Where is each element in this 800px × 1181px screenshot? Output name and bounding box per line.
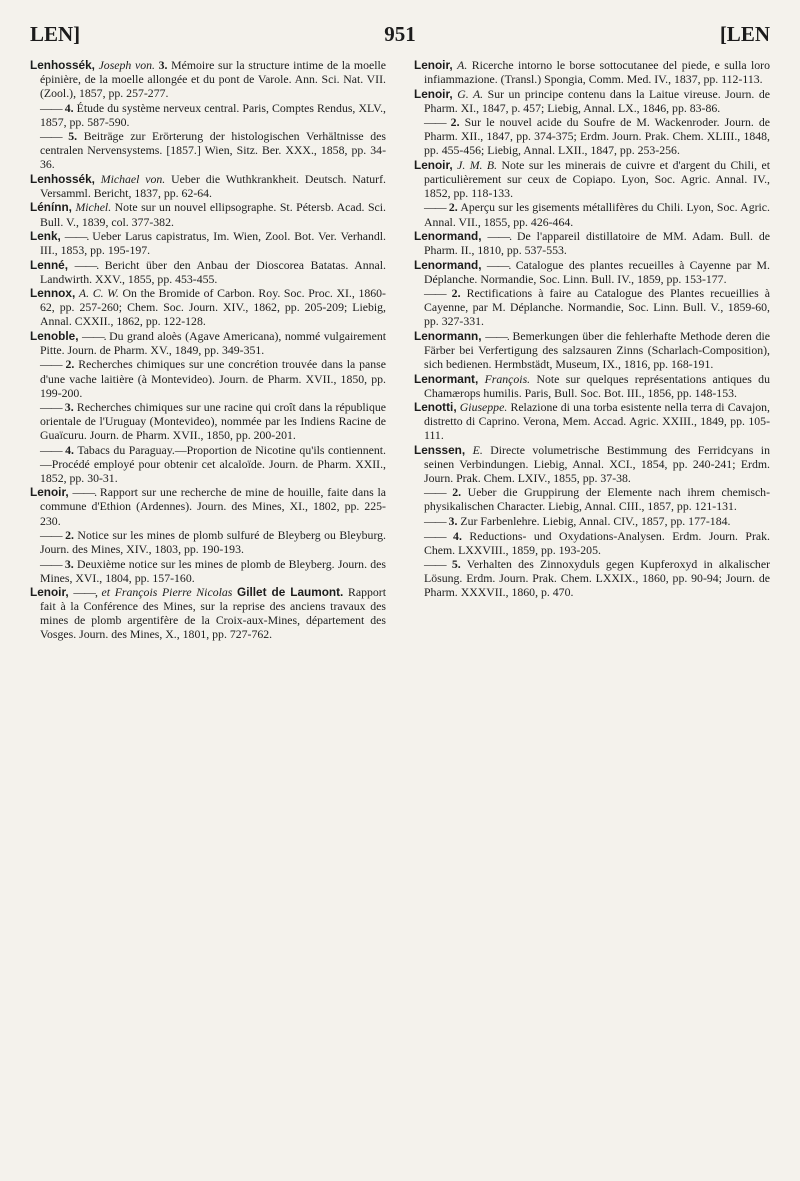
author-name: Lenormand, (414, 257, 482, 272)
entry-number: 2. (65, 357, 75, 372)
author-given-name: G. A. (457, 86, 484, 101)
entry-citation: Rapport sur une recherche de mine de houille, faite dans la commune d'Ethion (Ardennes). Journ. des Mines, XI., 1802, pp. 225-230. (40, 485, 387, 528)
entry-citation: Rectifications à faire au Catalogue des Plantes recueillies à Cayenne, par M. Déplanche. Normandie, Soc. Linn. Bull. V., 1859-60, pp. 327-331. (424, 286, 770, 329)
ditto-dash: ——. (82, 328, 106, 343)
entry-citation: Recherches chimiques sur une racine qui croît dans la république orientale de l'Uruguay (Montevideo), nommée par les Indiens Racine de Guaïcuru. Journ. de Pharm. XVII., 1850, pp. 200-201. (40, 400, 386, 443)
entry-number: 2. (448, 200, 458, 215)
entry-citation: Du grand aloès (Agave Americana), nommé vulgairement Pitte. Journ. de Pharm. XV., 1849, pp. 349-351. (40, 328, 386, 357)
author-given-name: A. C. W. (78, 286, 119, 301)
entry-citation: Note sur les minerais de cuivre et d'argent du Chili, et particulièrement sur ceux de Copiapo. Lyon, Soc. Agric. Annal. IV., 1852, pp. 118-133. (424, 157, 770, 200)
entry-number: 4. (65, 442, 74, 457)
author-name: Lenoble, (30, 328, 79, 343)
entry-number: 4. (64, 100, 74, 115)
bibliography-entry (414, 372, 770, 400)
ditto-dash: —— (40, 357, 62, 372)
ditto-dash: ——. (74, 257, 99, 272)
bibliography-entry (414, 87, 770, 115)
coauthor-name: Gillet de Laumont. (237, 585, 344, 600)
left-column (30, 58, 386, 642)
author-name: Lenormant, (414, 371, 479, 386)
entry-citation: On the Bromide of Carbon. Roy. Soc. Proc. XI., 1860-62, pp. 257-260; Chem. Soc. Journ. XIV., 1862, pp. 205-209; Liebig, Annal. CXXII., 1862, pp. 122-128. (40, 286, 386, 329)
entry-number: 2. (450, 115, 460, 130)
entry-citation: Ueber die Wuthkrankheit. Deutsch. Naturf. Versamml. Bericht, 1837, pp. 62-64. (40, 171, 386, 200)
author-given-name: et François Pierre Nicolas (101, 585, 233, 600)
bibliography-entry (30, 286, 386, 328)
bibliography-entry (414, 443, 770, 485)
bibliography-entry (414, 258, 770, 286)
bibliography-entry (30, 443, 386, 485)
entry-number: 3. (448, 514, 458, 528)
author-name: Lenhossék, (30, 171, 95, 186)
bibliography-entry (414, 158, 770, 200)
entry-citation: Deuxième notice sur les mines de plomb de Bleyberg. Journ. des Mines, XVI., 1804, pp. 157-160. (40, 556, 387, 585)
bibliography-entry (414, 229, 770, 257)
bibliography-entry (414, 485, 770, 513)
bibliography-entry (30, 329, 386, 357)
page-header (30, 22, 770, 52)
entry-citation: Relazione di una torba esistente nella terra di Cavajon, distretto di Caprino. Verona, Mem. Accad. Agric. XXIII., 1849, pp. 105-111. (424, 400, 770, 443)
author-name: Lenoir, (414, 157, 453, 172)
ditto-dash: —— (424, 485, 446, 500)
ditto-dash: —— (40, 556, 62, 571)
author-name: Lennox, (30, 286, 76, 301)
ditto-dash: ——. (486, 257, 511, 272)
author-given-name: Giuseppe. (459, 400, 508, 415)
entry-citation: Reductions- und Oxydations-Analysen. Erdm. Journ. Prak. Chem. LXXVIII., 1859, pp. 193-205. (424, 528, 771, 557)
entry-number: 3. (64, 400, 74, 415)
ditto-dash: —— (40, 442, 62, 457)
ditto-dash: —— (424, 200, 446, 215)
author-name: Lenoir, (30, 585, 69, 600)
entry-citation: Verhalten des Zinnoxyduls gegen Kupferoxyd in alkalischer Lösung. Erdm. Journ. Prak. Chem. LXXIX., 1860, pp. 90-94; Journ. de Pharm. XXXVII., 1860, p. 470. (424, 557, 770, 600)
entry-citation: Rapport fait à la Conférence des Mines, sur la reprise des anciens travaux des mines de plomb argentifère de la Croix-aux-Mines, département des Vosges. Journ. des Mines, X., 1801, pp. 727-762. (40, 585, 386, 642)
author-name: Lenormand, (414, 229, 482, 244)
author-given-name: Joseph von. (98, 58, 155, 72)
ditto-dash: —— (40, 528, 62, 543)
entry-citation: Directe volumetrische Bestimmung des Ferridcyans in seinen Verbindungen. Liebig, Annal. XCI., 1854, pp. 240-241; Erdm. Journ. Prak. Chem. LXIV., 1855, pp. 37-38. (424, 442, 770, 485)
entry-number: 5. (451, 557, 461, 572)
ditto-dash: —— (424, 557, 446, 572)
ditto-dash: ——. (485, 328, 509, 343)
bibliography-entry (30, 528, 386, 556)
author-given-name: François. (484, 371, 531, 386)
ditto-dash: —— (424, 115, 446, 130)
entry-citation: Sur un principe contenu dans la Laitue vireuse. Journ. de Pharm. XI., 1847, p. 457; Liebig, Annal. LX., 1846, pp. 83-86. (424, 86, 770, 115)
bibliography-entry (30, 200, 386, 228)
bibliography-entry (414, 329, 770, 371)
bibliography-entry (30, 101, 386, 129)
entry-number: 3. (64, 556, 74, 571)
author-given-name: Michel. (75, 200, 112, 215)
entry-number: 2. (451, 286, 461, 301)
entry-citation: Note sur quelques représentations antiques du Chamærops humilis. Paris, Bull. Soc. Bot. III., 1856, pp. 148-153. (424, 371, 770, 400)
entry-citation: Mémoire sur la structure intime de la moelle épinière, de la moelle allongée et du pont de Varole. Ann. Sci. Nat. VII. (Zool.), 1857, pp. 257-277. (40, 58, 386, 101)
header-right-guide: [LEN (719, 22, 770, 46)
bibliography-entry (30, 229, 386, 257)
ditto-dash: —— (40, 129, 62, 144)
entry-citation: Note sur un nouvel ellipsographe. St. Pétersb. Acad. Sci. Bull. V., 1839, col. 377-382. (40, 200, 387, 229)
author-given-name: J. M. B. (457, 157, 498, 172)
entry-citation: Sur le nouvel acide du Soufre de M. Wackenroder. Journ. de Pharm. XII., 1847, pp. 374-375; Erdm. Journ. Prak. Chem. XLIII., 1848, pp. 455-456; Liebig, Annal. LXII., 1847, pp. 253-256. (424, 115, 770, 158)
ditto-dash: —— (424, 528, 446, 543)
author-name: Lenné, (30, 257, 69, 272)
author-name: Lenhossék, (30, 58, 95, 72)
bibliography-entry (414, 115, 770, 157)
bibliography-entry (30, 585, 386, 641)
author-name: Lenssen, (414, 442, 466, 457)
author-given-name: A. (457, 58, 468, 72)
bibliography-entry (414, 400, 770, 442)
entry-citation: Bericht über den Anbau der Dioscorea Batatas. Annal. Landwirth. XXV., 1855, pp. 453-455. (40, 257, 386, 286)
entry-number: 2. (65, 528, 74, 543)
bibliography-entry (30, 400, 386, 442)
bibliography-entry (30, 258, 386, 286)
entry-citation: Recherches chimiques sur une concrétion trouvée dans la panse d'une vache laitière (à Montevideo). Journ. de Pharm. XVII., 1850, pp. 199-200. (40, 357, 387, 400)
ditto-dash: —— (424, 286, 446, 301)
ditto-dash: —— (40, 100, 62, 115)
entry-number: 3. (158, 58, 168, 72)
bibliography-entry (30, 172, 386, 200)
entry-citation: Ueber die Gruppirung der Elemente nach ihrem chemisch-physikalischen Character. Liebig, Annal. CIII., 1857, pp. 121-131. (424, 485, 771, 514)
entry-citation: Notice sur les mines de plomb sulfuré de Bleyberg ou Bleyburg. Journ. des Mines, XIV., 1803, pp. 190-193. (40, 528, 387, 557)
entry-citation: Ricerche intorno le borse sottocutanee del piede, e sulla loro infiammazione. (Transl.) Spongia, Comm. Med. IV., 1837, pp. 112-113. (424, 58, 771, 87)
author-given-name: E. (472, 442, 483, 457)
entry-number: 2. (452, 485, 462, 500)
author-name: Lenk, (30, 229, 61, 244)
author-name: Lénínn, (30, 200, 72, 215)
ditto-dash: ——. (64, 229, 89, 244)
entry-number: 4. (453, 528, 462, 543)
bibliography-entry (30, 58, 386, 100)
bibliography-entry (414, 286, 770, 328)
bibliography-entry (414, 529, 770, 557)
bibliography-entry (30, 485, 386, 527)
entry-citation: Tabacs du Paraguay.—Proportion de Nicotine qu'ils contiennent.—Procédé employé pour obtenir cet alcaloïde. Journ. de Pharm. XXII., 1852, pp. 30-31. (40, 442, 386, 485)
author-name: Lenoir, (414, 58, 453, 72)
bibliography-entry (414, 557, 770, 599)
ditto-dash: ——. (72, 485, 97, 500)
ditto-dash: ——, (73, 585, 97, 600)
header-left-guide: LEN] (30, 22, 81, 46)
ditto-dash: —— (424, 514, 446, 528)
ditto-dash: ——. (487, 229, 512, 244)
bibliography-entry (30, 129, 386, 171)
author-name: Lenoir, (414, 86, 453, 101)
entry-citation: Aperçu sur les gisements métallifères du Chili. Lyon, Soc. Agric. Annal. VII., 1855, pp. 426-464. (424, 200, 770, 229)
author-name: Lenoir, (30, 485, 69, 500)
bibliography-entry (414, 514, 770, 528)
page-number: 951 (384, 22, 416, 46)
entry-citation: Étude du système nerveux central. Paris, Comptes Rendus, XLV., 1857, pp. 587-590. (40, 100, 387, 129)
author-name: Lenotti, (414, 400, 457, 415)
entry-number: 5. (68, 129, 78, 144)
author-name: Lenormann, (414, 328, 482, 343)
entry-citation: Zur Farbenlehre. Liebig, Annal. CIV., 1857, pp. 177-184. (460, 514, 731, 528)
right-column (414, 58, 770, 600)
entry-citation: De l'appareil distillatoire de MM. Adam. Bull. de Pharm. II., 1810, pp. 537-553. (424, 229, 771, 258)
author-given-name: Michael von. (100, 171, 166, 186)
bibliography-entry (414, 200, 770, 228)
entry-citation: Bemerkungen über die fehlerhafte Methode deren die Färber bei Verfertigung des salzsauren Zinns (Scharlach-Composition), sich bedienen. Hermbstädt, Museum, IX., 1816, pp. 168-191. (424, 328, 770, 371)
bibliography-entry (30, 557, 386, 585)
bibliography-entry (414, 58, 770, 86)
entry-citation: Ueber Larus capistratus, Im. Wien, Zool. Bot. Ver. Verhandl. III., 1853, pp. 195-197. (40, 229, 386, 258)
entry-citation: Beiträge zur Erörterung der histologischen Verhältnisse des centralen Nervensystems. [1857.] Wien, Sitz. Ber. XXX., 1858, pp. 34-36. (40, 129, 387, 172)
entry-citation: Catalogue des plantes recueilles à Cayenne par M. Déplanche. Normandie, Soc. Linn. Bull. IV., 1859, pp. 153-177. (424, 257, 770, 286)
ditto-dash: —— (40, 400, 62, 415)
bibliography-entry (30, 357, 386, 399)
